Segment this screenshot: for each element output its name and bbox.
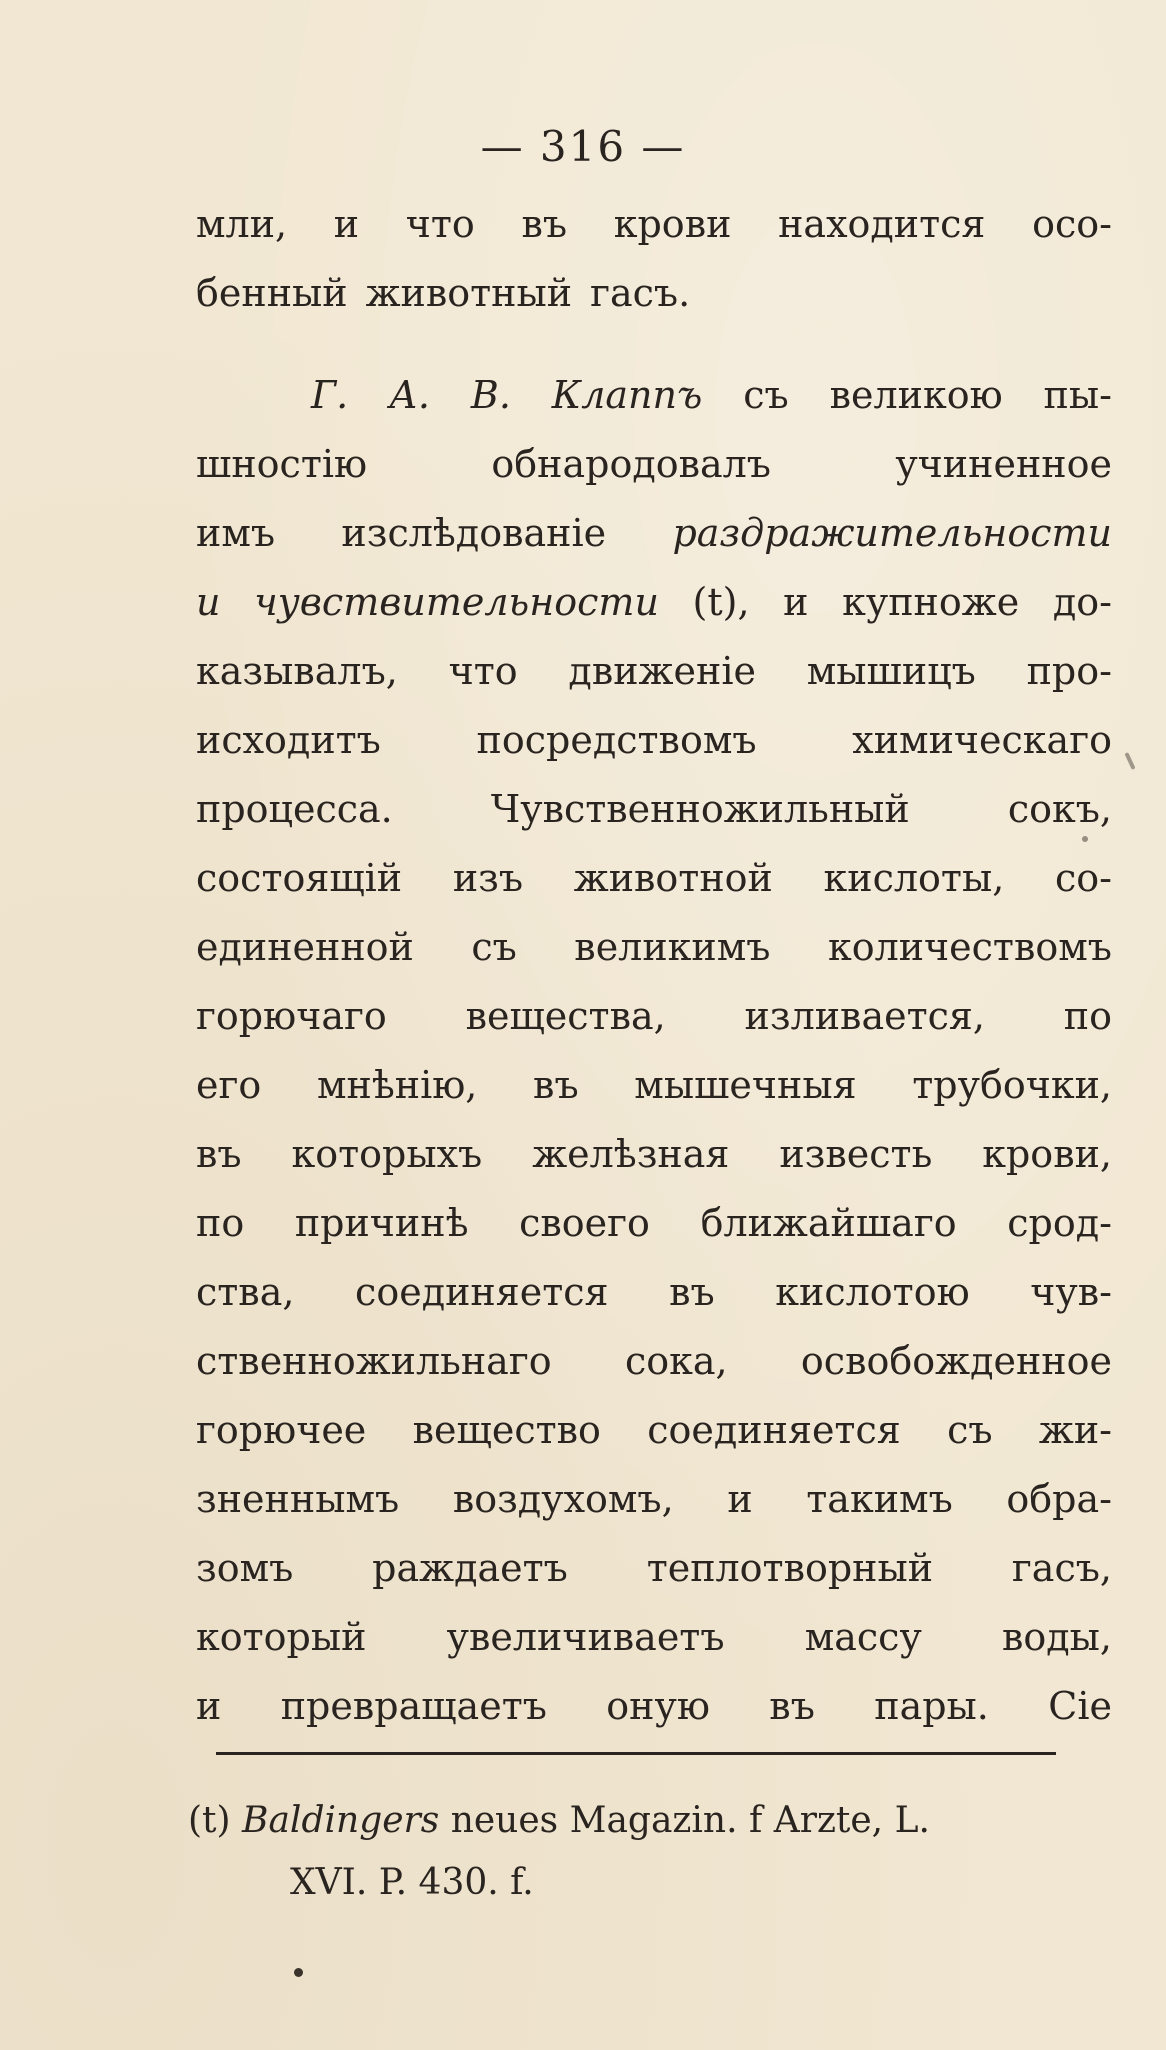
word: количествомъ [827, 925, 1112, 969]
word: учиненное [895, 442, 1112, 486]
text-line-16 [196, 1258, 1112, 1327]
word: воды, [1002, 1615, 1112, 1659]
word: гасъ, [1011, 1546, 1112, 1590]
word: въ [521, 202, 568, 246]
word: кислотою [775, 1270, 970, 1314]
text-line-7 [196, 637, 1112, 706]
word: осо- [1032, 202, 1112, 246]
word: и [196, 580, 221, 624]
word: въ [669, 1270, 715, 1314]
text-line-14 [196, 1120, 1112, 1189]
word: великимъ [574, 925, 771, 969]
word: желѣзная [532, 1132, 730, 1176]
word: (t), [692, 580, 750, 624]
word: вещество [412, 1408, 601, 1452]
word: массу [804, 1615, 922, 1659]
word: срод- [1007, 1201, 1112, 1245]
word: изъ [452, 856, 524, 900]
text-line-18 [196, 1396, 1112, 1465]
word: ственножильнаго [196, 1339, 552, 1383]
word: изливается, [744, 994, 985, 1038]
word: имъ [196, 511, 276, 555]
page-number: — 316 — [480, 122, 686, 171]
word: горючее [196, 1408, 367, 1452]
text-line-20 [196, 1534, 1112, 1603]
word: теплотворный [646, 1546, 934, 1590]
footnote-line-2 [188, 1852, 1108, 1914]
word: раждаетъ [372, 1546, 568, 1590]
word: оную [606, 1684, 710, 1728]
text-line-3 [196, 361, 1112, 430]
word: обнародовалъ [491, 442, 771, 486]
word: въ [769, 1684, 815, 1728]
text-line-5 [196, 499, 1112, 568]
text-line-9 [196, 775, 1112, 844]
word: своего [519, 1201, 650, 1245]
word: ства, [196, 1270, 295, 1314]
word: соединяется [647, 1408, 901, 1452]
word: Г. [311, 373, 349, 417]
word: превращаетъ [280, 1684, 547, 1728]
word: химическаго [852, 718, 1112, 762]
word: мышицъ [806, 649, 976, 693]
footnote [188, 1790, 1108, 1914]
word: съ [743, 373, 789, 417]
text-line-4 [196, 430, 1112, 499]
word: что [405, 202, 475, 246]
word: пары. [874, 1684, 989, 1728]
word: соединяется [355, 1270, 609, 1314]
word: единенной [196, 925, 414, 969]
word: крови, [982, 1132, 1112, 1176]
footnote-marker: (t) [188, 1800, 231, 1841]
word: шностію [196, 442, 368, 486]
word: Сіе [1048, 1684, 1112, 1728]
footnote-source: neues Magazin. f Arzte, L. [450, 1800, 930, 1841]
word: В. [470, 373, 511, 417]
word: чув- [1030, 1270, 1112, 1314]
text-line-22 [196, 1672, 1112, 1741]
word: что [448, 649, 518, 693]
text-line-11 [196, 913, 1112, 982]
word: въ [533, 1063, 579, 1107]
word: его [196, 1063, 262, 1107]
word: съ [471, 925, 517, 969]
word: кислоты, [823, 856, 1005, 900]
word: по [196, 1201, 245, 1245]
word: изслѣдованіе [341, 511, 607, 555]
word: посредствомъ [476, 718, 757, 762]
word: вещества, [465, 994, 666, 1038]
word: мли, [196, 202, 288, 246]
word: раздражительности [672, 511, 1112, 555]
word: съ [947, 1408, 993, 1452]
word: и [196, 1684, 222, 1728]
text-line-1 [196, 190, 1112, 259]
word: гасъ. [590, 271, 691, 315]
word: со- [1054, 856, 1112, 900]
word: процесса. [196, 787, 393, 831]
word: жи- [1038, 1408, 1112, 1452]
word: известь [779, 1132, 933, 1176]
footnote-author: Baldingers [242, 1800, 440, 1841]
word: Клаппъ [551, 373, 703, 417]
footnote-line-1 [188, 1790, 1108, 1852]
word: до- [1052, 580, 1112, 624]
word: и [727, 1477, 753, 1521]
word: движеніе [568, 649, 756, 693]
word: причинѣ [294, 1201, 469, 1245]
word: ближайшаго [700, 1201, 957, 1245]
word: по [1063, 994, 1112, 1038]
word: который [196, 1615, 367, 1659]
word: сока, [624, 1339, 728, 1383]
text-line-6 [196, 568, 1112, 637]
word: животный [365, 271, 573, 315]
word: А. [389, 373, 430, 417]
word: воздухомъ, [452, 1477, 674, 1521]
ink-speck [294, 1968, 303, 1977]
word: зненнымъ [196, 1477, 400, 1521]
word: пы- [1043, 373, 1112, 417]
word: животной [573, 856, 773, 900]
word: горючаго [196, 994, 387, 1038]
word: казывалъ, [196, 649, 398, 693]
text-line-12 [196, 982, 1112, 1051]
word: сокъ, [1007, 787, 1112, 831]
text-line-13 [196, 1051, 1112, 1120]
footnote-rule [216, 1752, 1056, 1755]
text-line-10 [196, 844, 1112, 913]
word: и [333, 202, 360, 246]
word: зомъ [196, 1546, 294, 1590]
word: исходитъ [196, 718, 381, 762]
word: великою [829, 373, 1003, 417]
text-line-8 [196, 706, 1112, 775]
word: про- [1026, 649, 1112, 693]
word: мышечныя [634, 1063, 857, 1107]
word: находится [778, 202, 986, 246]
word: бенный [196, 271, 348, 315]
word: чувствительности [254, 580, 659, 624]
word: обра- [1006, 1477, 1112, 1521]
ink-speck [1124, 752, 1135, 770]
text-line-2 [196, 259, 1112, 328]
word: мнѣнію, [316, 1063, 478, 1107]
word: которыхъ [291, 1132, 483, 1176]
text-line-21 [196, 1603, 1112, 1672]
body-text [196, 190, 1112, 1741]
text-line-17 [196, 1327, 1112, 1396]
text-line-19 [196, 1465, 1112, 1534]
ink-speck [1082, 836, 1088, 842]
word: состоящій [196, 856, 403, 900]
word: освобожденное [800, 1339, 1112, 1383]
word: и [783, 580, 809, 624]
word: купноже [842, 580, 1020, 624]
word: такимъ [806, 1477, 953, 1521]
text-line-15 [196, 1189, 1112, 1258]
word: увеличиваетъ [446, 1615, 725, 1659]
word: въ [196, 1132, 242, 1176]
word: Чувственножильный [490, 787, 910, 831]
word: крови [613, 202, 732, 246]
word: трубочки, [912, 1063, 1112, 1107]
footnote-reference: XVI. P. 430. f. [290, 1862, 534, 1903]
